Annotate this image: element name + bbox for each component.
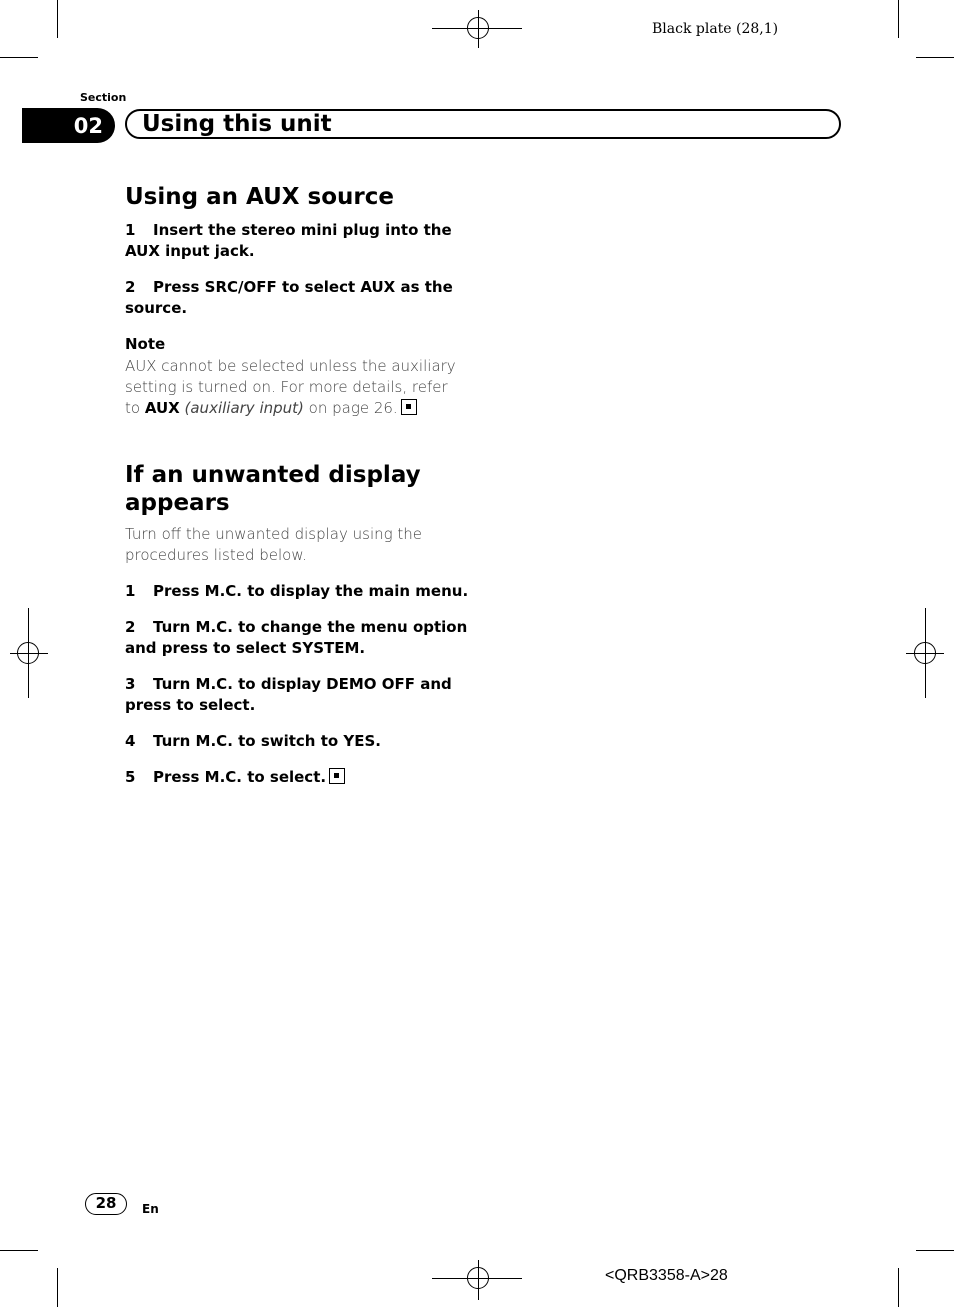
display-step-4	[125, 731, 470, 752]
section-label: Section	[80, 91, 127, 104]
display-step-2	[125, 617, 470, 659]
step-text: Press M.C. to select.	[153, 768, 327, 786]
display-step-1	[125, 581, 470, 602]
crop-mark	[0, 57, 38, 58]
language-label: En	[142, 1202, 159, 1216]
note-text-before: AUX cannot be selected unless the auxiliary setting is turned on. For more details, refer to	[125, 357, 456, 417]
step-number: 1	[125, 582, 136, 600]
document-code: <QRB3358-A>28	[605, 1267, 728, 1284]
registration-mark	[28, 608, 29, 698]
note-text-after: on page 26.	[303, 399, 398, 417]
step-number: 2	[125, 618, 136, 636]
step-text: Press SRC/OFF to select AUX as the source.	[125, 278, 453, 317]
display-step-5	[125, 767, 470, 788]
crop-mark	[916, 1250, 954, 1251]
step-number: 3	[125, 675, 136, 693]
crop-mark	[0, 1250, 38, 1251]
aux-step-2	[125, 277, 470, 319]
aux-step-1	[125, 220, 470, 262]
step-number: 2	[125, 278, 136, 296]
section-number: 02	[73, 113, 103, 138]
end-mark-icon	[401, 399, 417, 415]
step-text: Press M.C. to display the main menu.	[153, 582, 469, 600]
aux-heading: Using an AUX source	[125, 184, 394, 210]
note-ref-bold: AUX	[144, 399, 180, 417]
crop-mark	[898, 0, 899, 38]
crop-mark	[57, 1268, 58, 1307]
page-number: 28	[85, 1193, 127, 1215]
display-heading: If an unwanted display appears	[125, 462, 421, 516]
step-number: 5	[125, 768, 136, 786]
note-text	[125, 356, 460, 419]
step-text: Turn M.C. to display DEMO OFF and press to select.	[125, 675, 452, 714]
registration-mark	[432, 1278, 522, 1279]
registration-mark	[478, 10, 479, 48]
section-number-badge	[22, 108, 115, 143]
crop-mark	[898, 1268, 899, 1307]
note-heading: Note	[125, 335, 166, 353]
note-ref-italic: (auxiliary input)	[184, 399, 304, 417]
display-step-3	[125, 674, 470, 716]
step-number: 1	[125, 221, 136, 239]
registration-mark	[478, 1260, 479, 1300]
registration-mark	[10, 653, 48, 654]
crop-mark	[57, 0, 58, 38]
step-number: 4	[125, 732, 136, 750]
registration-mark	[925, 608, 926, 698]
plate-label: Black plate (28,1)	[652, 21, 779, 37]
registration-mark	[432, 28, 522, 29]
step-text: Insert the stereo mini plug into the AUX input jack.	[125, 221, 452, 260]
display-intro: Turn off the unwanted display using the procedures listed below.	[125, 525, 423, 564]
step-text: Turn M.C. to switch to YES.	[153, 732, 382, 750]
section-title: Using this unit	[142, 111, 332, 137]
end-mark-icon	[329, 768, 345, 784]
step-text: Turn M.C. to change the menu option and press to select SYSTEM.	[125, 618, 468, 657]
crop-mark	[916, 57, 954, 58]
